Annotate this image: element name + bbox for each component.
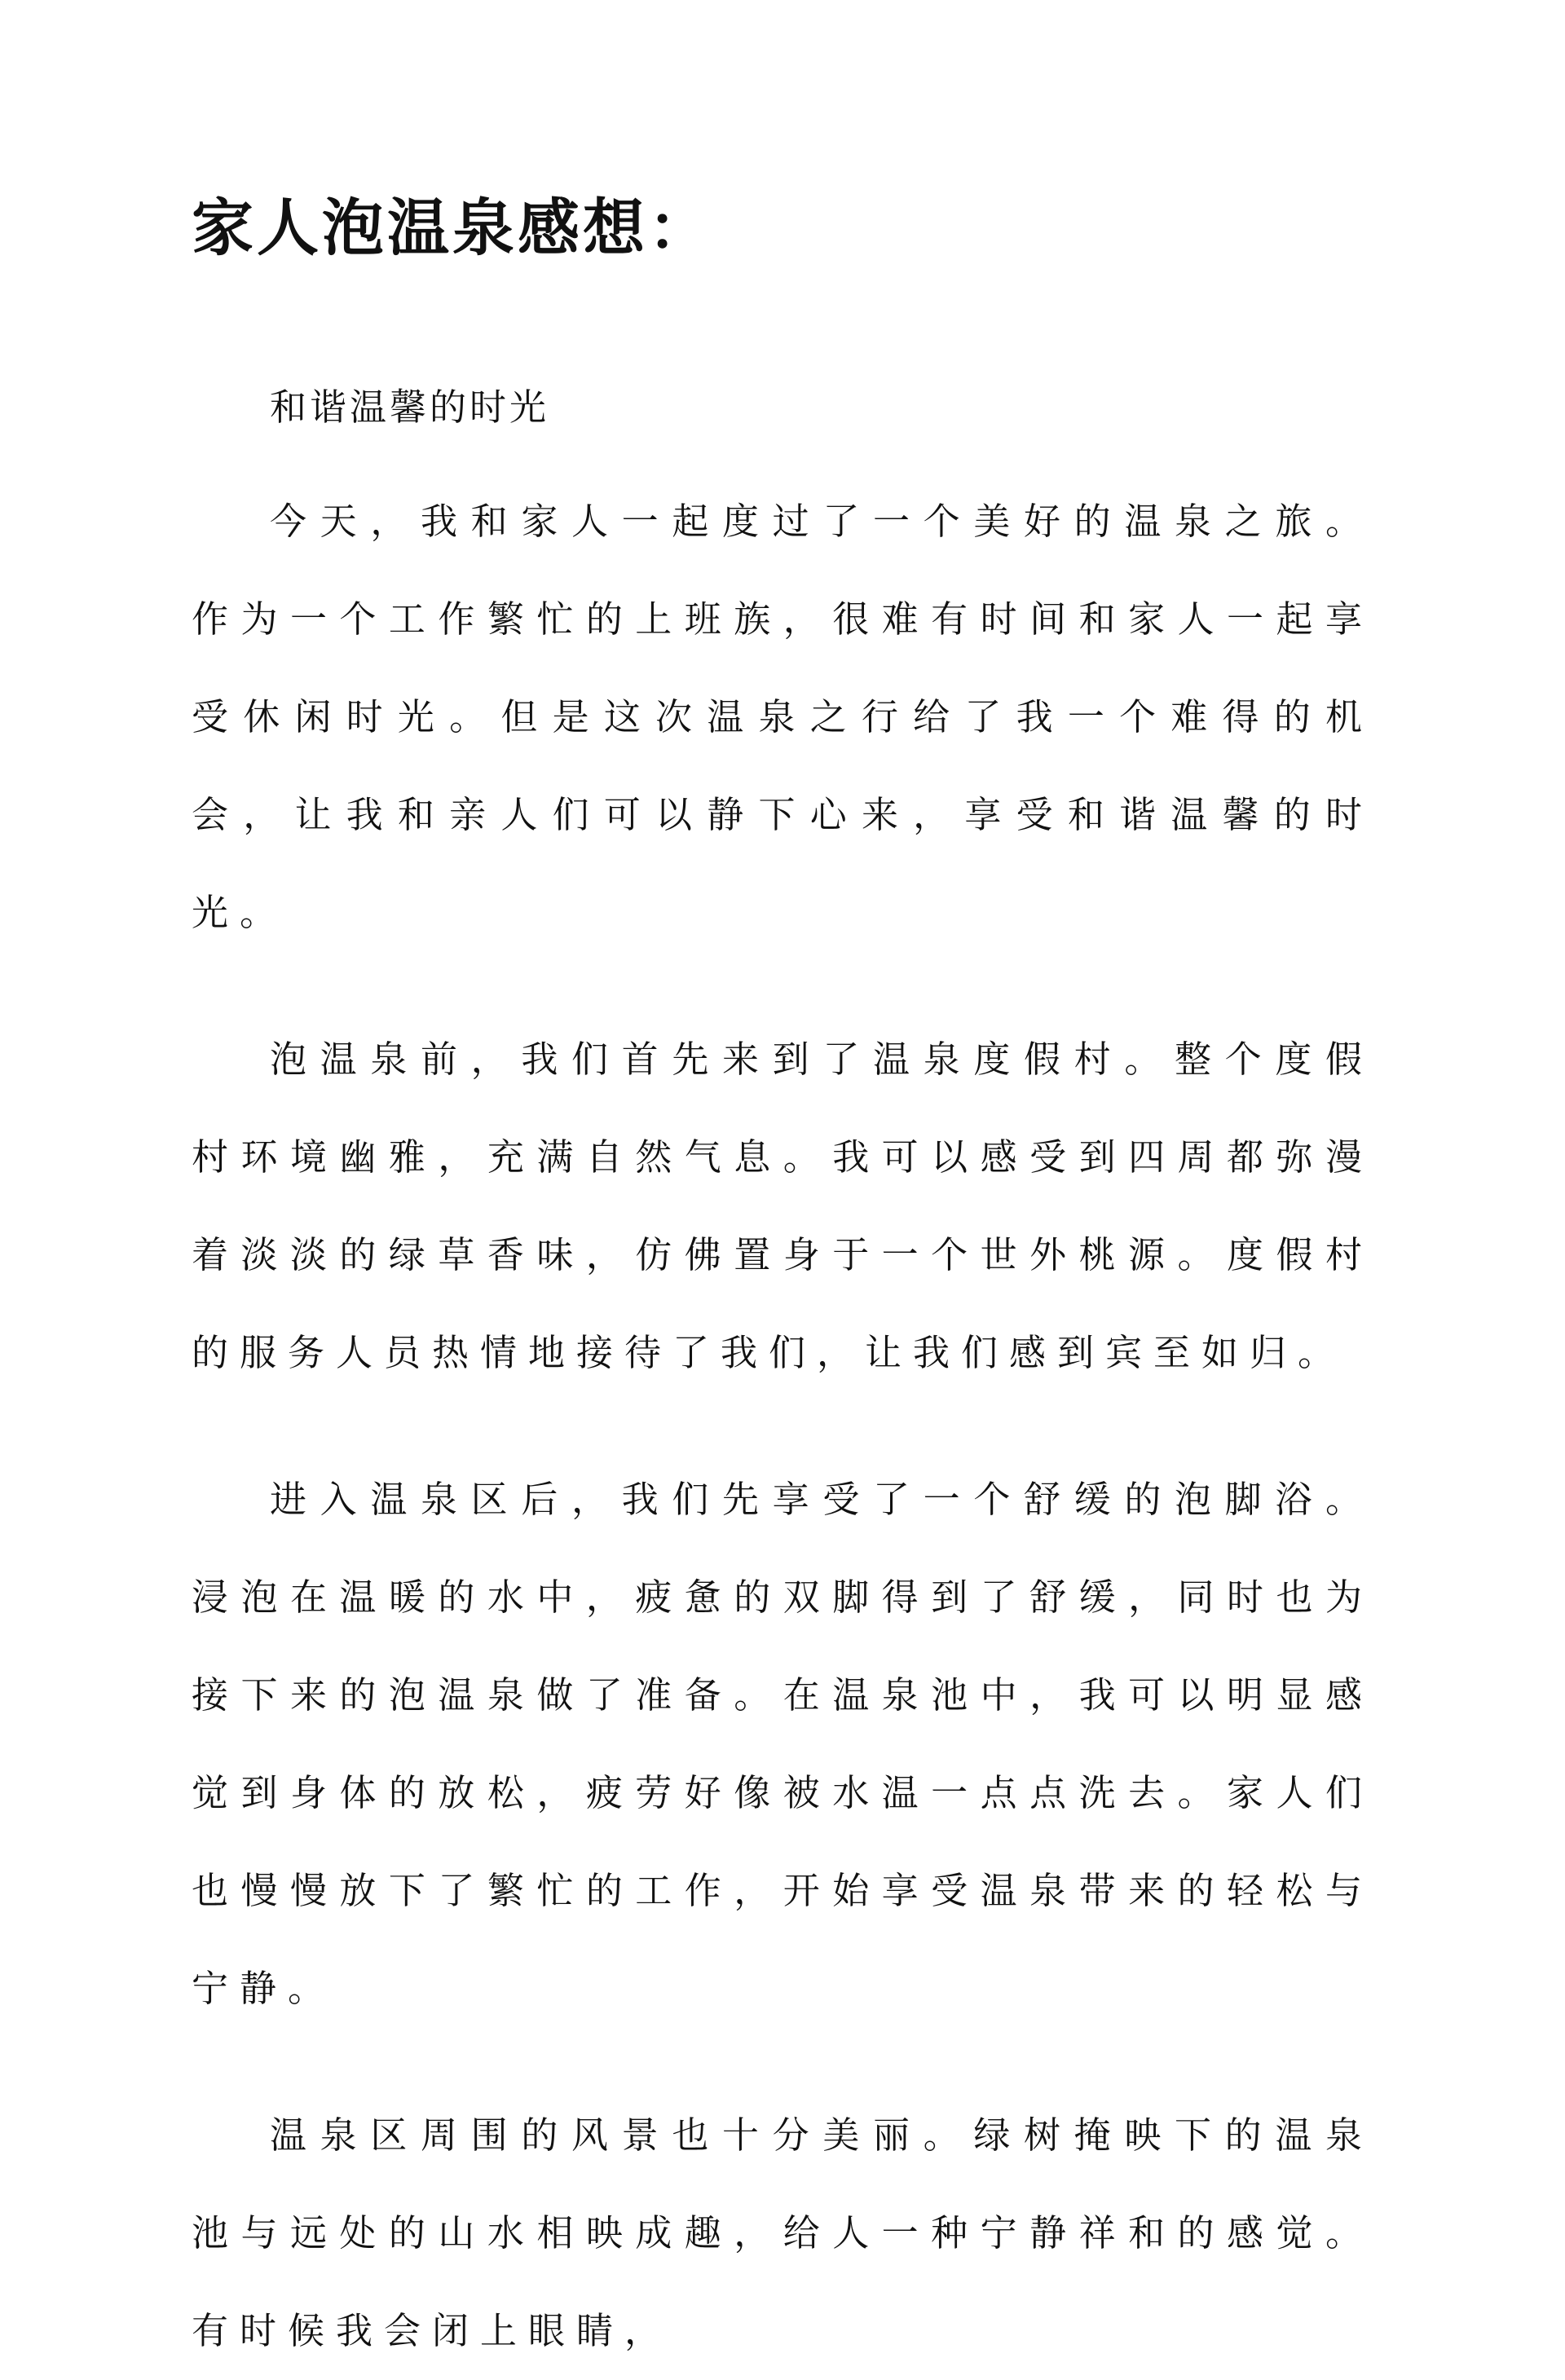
paragraph-2: 泡温泉前，我们首先来到了温泉度假村。整个度假村环境幽雅，充满自然气息。我可以感受到四周都弥漫着淡淡的绿草香味，仿佛置身于一个世外桃源。度假村的服务人员热情地接待了我们，让我们感到宾至如归。 bbox=[192, 1038, 1373, 1374]
document-subtitle: 和谐温馨的时光 bbox=[270, 386, 550, 429]
paragraph-3: 进入温泉区后，我们先享受了一个舒缓的泡脚浴。浸泡在温暖的水中，疲惫的双脚得到了舒缓，同时也为接下来的泡温泉做了准备。在温泉池中，我可以明显感觉到身体的放松，疲劳好像被水温一点点洗去。家人们也慢慢放下了繁忙的工作，开始享受温泉带来的轻松与宁静。 bbox=[192, 1478, 1373, 2010]
paragraph-4: 温泉区周围的风景也十分美丽。绿树掩映下的温泉池与远处的山水相映成趣，给人一种宁静祥和的感觉。有时候我会闭上眼睛， bbox=[192, 2113, 1373, 2352]
document-title: 家人泡温泉感想： bbox=[192, 192, 713, 264]
document-page bbox=[192, 187, 1373, 2380]
paragraph-1: 今天，我和家人一起度过了一个美好的温泉之旅。作为一个工作繁忙的上班族，很难有时间和家人一起享受休闲时光。但是这次温泉之行给了我一个难得的机会，让我和亲人们可以静下心来，享受和谐温馨的时光。 bbox=[192, 500, 1373, 934]
